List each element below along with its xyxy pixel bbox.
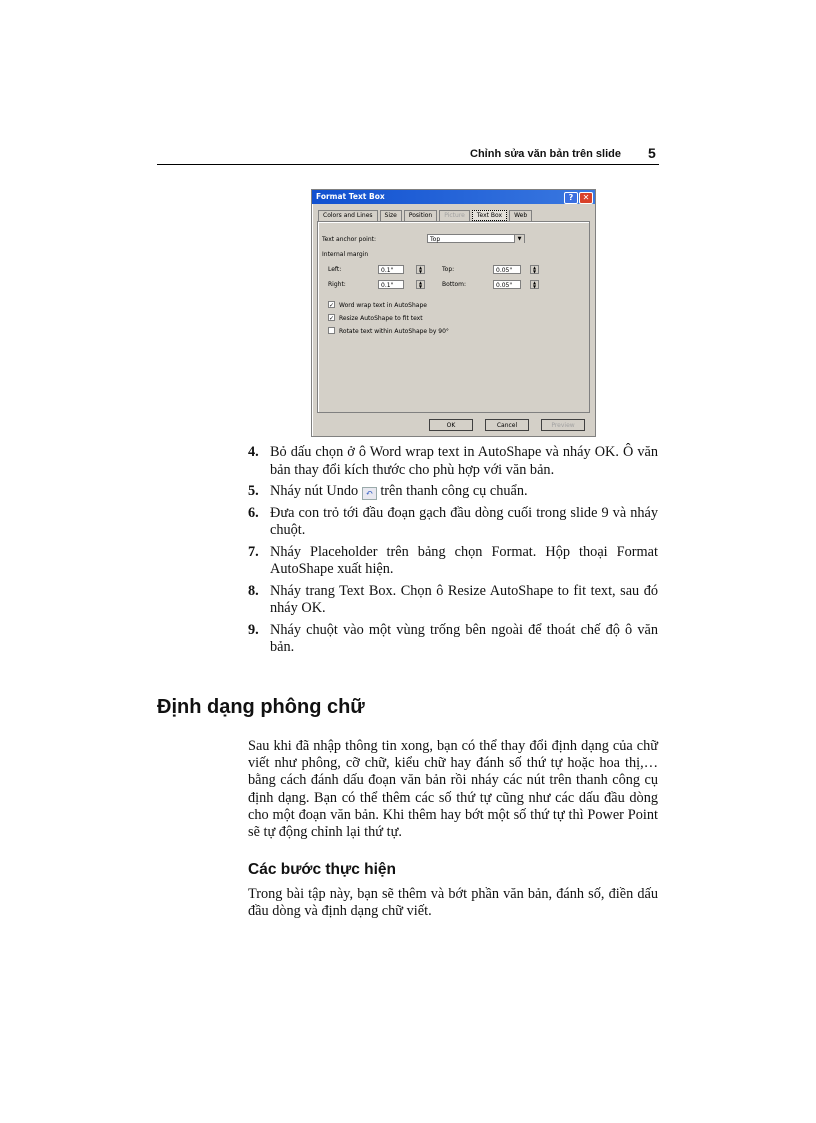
step-text-after-icon: trên thanh công cụ chuẩn. [380,483,528,499]
step-number: 8. [248,582,259,599]
anchor-label: Text anchor point: [322,236,376,243]
bottom-margin-input[interactable]: 0.05" [493,280,521,289]
subsection-paragraph: Trong bài tập này, bạn sẽ thêm và bớt phần văn bản, đánh số, điền dấu đầu dòng và định dạng chữ viết. [248,886,658,920]
right-margin-input[interactable]: 0.1" [378,280,404,289]
format-text-box-dialog [311,189,596,437]
step-number: 9. [248,621,259,638]
tab-web[interactable]: Web [509,210,532,221]
list-item [248,483,658,501]
step-text: Nháy Placeholder trên bảng chọn Format. Hộp thoại Format AutoShape xuất hiện. [270,543,658,577]
rotate-label: Rotate text within AutoShape by 90° [339,328,449,335]
list-item [248,544,658,579]
dialog-title: Format Text Box [316,192,385,201]
rotate-checkbox[interactable] [328,327,335,334]
tab-position[interactable]: Position [404,210,437,221]
list-item [248,622,658,657]
step-number: 4. [248,444,259,460]
step-number: 5. [248,483,259,499]
right-spinner[interactable]: ▲ ▼ [416,280,425,289]
dialog-title-bar [312,190,595,204]
help-icon[interactable]: ? [564,192,578,204]
step-text: Bỏ dấu chọn ở ô Word wrap text in AutoShape và nháy OK. Ô văn bản thay đổi kích thước cho phù hợp với văn bản. [270,444,658,478]
resize-checkbox[interactable]: ✓ [329,315,335,322]
anchor-value: Top [430,236,441,243]
tab-text-box[interactable]: Text Box [472,210,507,221]
ok-button[interactable]: OK [429,419,473,431]
page-number: 5 [648,145,656,161]
tab-picture: Picture [439,210,470,221]
header-rule [157,164,659,165]
section-paragraph: Sau khi đã nhập thông tin xong, bạn có thể thay đổi định dạng của chữ viết như phông, cỡ chữ, kiểu chữ hay đánh số thứ tự hoặc hoa thị,… bằng cách đánh dấu đoạn văn bản rồi nháy các nút trên thanh công cụ định dạng. Bạn có thể thêm các số thứ tự cũng như các dấu đầu dòng cho một đoạn văn bản. Khi thêm hay bớt một số thứ tự thì Power Point sẽ tự động chỉnh lại thứ tự. [248,738,658,841]
tab-size[interactable]: Size [380,210,402,221]
running-header-title: Chỉnh sửa văn bản trên slide [470,148,621,160]
chevron-down-icon[interactable]: ▼ [514,235,524,243]
step-text: Nháy chuột vào một vùng trống bên ngoài để thoát chế độ ô văn bản. [270,621,658,655]
resize-label: Resize AutoShape to fit text [339,315,423,322]
step-number: 7. [248,543,259,560]
tab-colors-and-lines[interactable]: Colors and Lines [318,210,378,221]
close-icon[interactable]: ✕ [579,192,593,204]
steps-list [248,444,658,661]
bottom-label: Bottom: [442,281,467,288]
internal-margin-label: Internal margin [322,251,369,258]
top-label: Top: [442,266,455,273]
list-item [248,583,658,618]
step-text: Nháy trang Text Box. Chọn ô Resize AutoShape to fit text, sau đó nháy OK. [270,582,658,616]
right-label: Right: [328,281,346,288]
left-margin-input[interactable]: 0.1" [378,265,404,274]
text-box-panel [317,221,590,413]
step-number: 6. [248,504,259,521]
list-item [248,444,658,479]
section-heading: Định dạng phông chữ [157,696,365,718]
preview-button: Preview [541,419,585,431]
top-spinner[interactable]: ▲ ▼ [530,265,539,274]
left-label: Left: [328,266,342,273]
step-text-before-icon: Nháy nút Undo [270,483,359,499]
dialog-tabs [318,210,532,221]
wordwrap-checkbox[interactable]: ✓ [329,302,335,309]
top-margin-input[interactable]: 0.05" [493,265,521,274]
anchor-select[interactable] [427,234,525,243]
step-text: Đưa con trỏ tới đầu đoạn gạch đầu dòng cuối trong slide 9 và nháy chuột. [270,504,658,538]
step-text [270,483,658,501]
undo-icon: ↶ [362,487,377,500]
wordwrap-label: Word wrap text in AutoShape [339,302,427,309]
subsection-heading: Các bước thực hiện [248,861,397,878]
cancel-button[interactable]: Cancel [485,419,529,431]
list-item [248,505,658,540]
left-spinner[interactable]: ▲ ▼ [416,265,425,274]
bottom-spinner[interactable]: ▲ ▼ [530,280,539,289]
